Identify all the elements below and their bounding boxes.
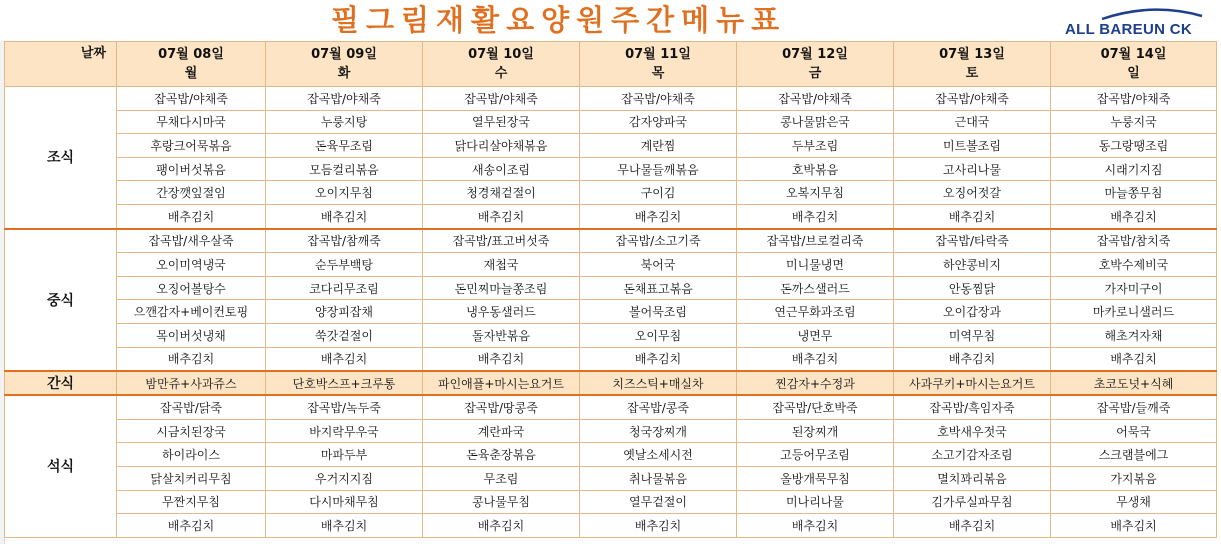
day-weekday: 일 [1127,66,1140,81]
menu-cell[interactable]: 감자양파국 [580,110,737,134]
menu-cell[interactable]: 올방개묵무침 [737,466,894,490]
lunch-label: 중식 [5,229,117,372]
menu-cell[interactable]: 미트볼조림 [894,134,1051,158]
menu-cell[interactable]: 잡곡밥/타락죽 [894,229,1051,253]
menu-cell[interactable]: 배추김치 [266,204,423,228]
menu-cell[interactable]: 잡곡밥/땅콩죽 [423,395,580,419]
menu-cell[interactable]: 청국장찌개 [580,419,737,443]
day-date: 07월 13일 [939,47,1005,62]
breakfast-row [5,134,1217,158]
menu-cell[interactable]: 닭살치커리무침 [117,466,266,490]
dinner-row [5,395,1217,419]
menu-cell[interactable]: 된장찌개 [737,419,894,443]
menu-cell[interactable]: 두부조림 [737,134,894,158]
day-date: 07월 14일 [1100,47,1167,62]
menu-cell[interactable]: 고등어무조림 [737,443,894,467]
menu-cell[interactable]: 근대국 [894,110,1051,134]
menu-cell[interactable]: 잡곡밥/야채죽 [266,87,423,111]
menu-cell[interactable]: 콩나물맑은국 [737,110,894,134]
menu-cell[interactable]: 배추김치 [737,514,894,538]
day-weekday: 화 [337,66,351,81]
menu-cell[interactable]: 배추김치 [894,347,1051,371]
day-date: 07월 09일 [311,47,377,62]
menu-cell[interactable]: 잡곡밥/참치죽 [1051,229,1217,253]
menu-cell[interactable]: 멸치꽈리볶음 [894,466,1051,490]
menu-cell[interactable]: 연근무화과조림 [737,300,894,324]
menu-cell[interactable]: 배추김치 [894,204,1051,228]
menu-cell[interactable]: 잡곡밥/녹두죽 [266,395,423,419]
menu-cell[interactable]: 배추김치 [580,514,737,538]
menu-cell[interactable]: 볼어묵조림 [580,300,737,324]
menu-cell[interactable]: 배추김치 [117,514,266,538]
menu-cell[interactable]: 모듬컬리볶음 [266,157,423,181]
breakfast-row [5,181,1217,205]
menu-cell[interactable]: 잡곡밥/닭죽 [117,395,266,419]
menu-cell[interactable]: 마늘쫑무침 [1051,181,1217,205]
menu-cell[interactable]: 냉면무 [737,323,894,347]
menu-cell[interactable]: 배추김치 [266,347,423,371]
snack-section [5,371,1217,395]
menu-cell[interactable]: 파인애플+마시는요거트 [423,371,580,395]
menu-cell[interactable]: 밤만쥬+사과쥬스 [117,371,266,395]
menu-cell[interactable]: 오이갑장과 [894,300,1051,324]
menu-cell[interactable]: 새송이조림 [423,157,580,181]
menu-cell[interactable]: 배추김치 [580,347,737,371]
menu-cell[interactable]: 배추김치 [737,347,894,371]
breakfast-section [5,87,1217,229]
menu-cell[interactable]: 돈민찌마늘쫑조림 [423,276,580,300]
breakfast-row [5,157,1217,181]
menu-cell[interactable]: 무나물들깨볶음 [580,157,737,181]
menu-cell[interactable]: 호박수제비국 [1051,253,1217,277]
breakfast-row [5,110,1217,134]
day-header-4[interactable] [580,42,737,87]
menu-cell[interactable]: 옛날소세시전 [580,443,737,467]
menu-cell[interactable]: 배추김치 [737,204,894,228]
menu-cell[interactable]: 마카로니샐러드 [1051,300,1217,324]
menu-cell[interactable]: 마파두부 [266,443,423,467]
menu-cell[interactable]: 오복지무침 [737,181,894,205]
menu-cell[interactable]: 배추김치 [117,347,266,371]
menu-cell[interactable]: 으깬감자+베이컨토핑 [117,300,266,324]
day-weekday: 수 [494,66,508,81]
menu-cell[interactable]: 호박볶음 [737,157,894,181]
day-weekday: 월 [184,66,198,81]
company-logo [1062,6,1214,40]
day-header-5[interactable] [737,42,894,87]
menu-cell[interactable]: 돈육무조림 [266,134,423,158]
breakfast-label: 조식 [5,87,117,229]
menu-cell[interactable]: 시금치된장국 [117,419,266,443]
menu-cell[interactable]: 잡곡밥/표고버섯죽 [423,229,580,253]
menu-cell[interactable]: 팽이버섯볶음 [117,157,266,181]
menu-cell[interactable]: 미역무침 [894,323,1051,347]
date-header-row [5,42,1217,87]
snack-row [5,371,1217,395]
breakfast-row [5,204,1217,228]
day-date: 07월 10일 [468,47,534,62]
menu-cell[interactable]: 돈육춘장볶음 [423,443,580,467]
menu-cell[interactable]: 잡곡밥/새우살죽 [117,229,266,253]
menu-cell[interactable]: 재첩국 [423,253,580,277]
menu-cell[interactable]: 하이라이스 [117,443,266,467]
lunch-row [5,229,1217,253]
menu-cell[interactable]: 오징어볼탕수 [117,276,266,300]
day-date: 07월 11일 [625,47,691,62]
menu-cell[interactable]: 잡곡밥/소고기죽 [580,229,737,253]
menu-cell[interactable]: 잡곡밥/콩죽 [580,395,737,419]
dinner-row [5,466,1217,490]
day-header-7[interactable] [1051,42,1217,87]
menu-cell[interactable]: 돈채표고볶음 [580,276,737,300]
menu-cell[interactable]: 호박새우젓국 [894,419,1051,443]
day-header-1[interactable] [117,42,266,87]
menu-cell[interactable]: 무생채 [1051,490,1217,514]
menu-cell[interactable]: 안동찜닭 [894,276,1051,300]
dinner-section [5,395,1217,537]
menu-cell[interactable]: 다시마채무침 [266,490,423,514]
lunch-section [5,229,1217,372]
breakfast-row [5,87,1217,111]
menu-cell[interactable]: 쑥갓겉절이 [266,323,423,347]
menu-cell[interactable]: 무짠지무침 [117,490,266,514]
lunch-row [5,347,1217,371]
dinner-row [5,490,1217,514]
menu-cell[interactable]: 잡곡밥/참깨죽 [266,229,423,253]
menu-cell[interactable]: 소고기감자조림 [894,443,1051,467]
dinner-label: 석식 [5,395,117,537]
day-weekday: 목 [651,66,665,81]
menu-cell[interactable]: 우거지지짐 [266,466,423,490]
menu-cell[interactable]: 어묵국 [1051,419,1217,443]
menu-cell[interactable]: 잡곡밥/브로컬리죽 [737,229,894,253]
menu-cell[interactable]: 북어국 [580,253,737,277]
menu-cell[interactable]: 배추김치 [266,514,423,538]
menu-cell[interactable]: 돈까스샐러드 [737,276,894,300]
menu-cell[interactable]: 치즈스틱+매실차 [580,371,737,395]
menu-cell[interactable]: 배추김치 [117,204,266,228]
menu-cell[interactable]: 잡곡밥/야채죽 [423,87,580,111]
menu-cell[interactable]: 잡곡밥/들깨죽 [1051,395,1217,419]
logo-text: ALL BAREUN CK [1065,21,1192,38]
menu-cell[interactable]: 돌자반볶음 [423,323,580,347]
day-header-3[interactable] [423,42,580,87]
menu-cell[interactable]: 미니물냉면 [737,253,894,277]
menu-cell[interactable]: 냉우동샐러드 [423,300,580,324]
dinner-row [5,514,1217,538]
menu-cell[interactable]: 목이버섯냉채 [117,323,266,347]
menu-cell[interactable]: 닭다리살야채볶음 [423,134,580,158]
menu-cell[interactable]: 누룽지탕 [266,110,423,134]
day-header-2[interactable] [266,42,423,87]
menu-cell[interactable]: 시래기지짐 [1051,157,1217,181]
menu-cell[interactable]: 초코도넛+식혜 [1051,371,1217,395]
lunch-row [5,276,1217,300]
menu-cell[interactable]: 누룽지국 [1051,110,1217,134]
day-weekday: 토 [965,66,979,81]
menu-cell[interactable]: 무채다시마국 [117,110,266,134]
menu-cell[interactable]: 무조림 [423,466,580,490]
menu-cell[interactable]: 후랑크어묵볶음 [117,134,266,158]
menu-cell[interactable]: 동그랑땡조림 [1051,134,1217,158]
menu-cell[interactable]: 바지락무우국 [266,419,423,443]
menu-cell[interactable]: 간장깻잎절임 [117,181,266,205]
menu-cell[interactable]: 스크램블에그 [1051,443,1217,467]
day-weekday: 금 [808,66,822,81]
menu-cell[interactable]: 잡곡밥/단호박죽 [737,395,894,419]
menu-cell[interactable]: 잡곡밥/흑임자죽 [894,395,1051,419]
menu-cell[interactable]: 배추김치 [423,204,580,228]
day-date: 07월 12일 [782,47,848,62]
menu-cell[interactable]: 계란파국 [423,419,580,443]
day-header-6[interactable] [894,42,1051,87]
menu-cell[interactable]: 배추김치 [423,514,580,538]
menu-cell[interactable]: 고사리나물 [894,157,1051,181]
lunch-row [5,300,1217,324]
menu-cell[interactable]: 가자미구이 [1051,276,1217,300]
menu-cell[interactable]: 열무된장국 [423,110,580,134]
menu-cell[interactable]: 구이김 [580,181,737,205]
lunch-row [5,323,1217,347]
menu-cell[interactable]: 가지볶음 [1051,466,1217,490]
menu-cell[interactable]: 잡곡밥/야채죽 [580,87,737,111]
menu-cell[interactable]: 배추김치 [423,347,580,371]
menu-cell[interactable]: 콩나물무침 [423,490,580,514]
menu-cell[interactable]: 오이미역냉국 [117,253,266,277]
lunch-row [5,253,1217,277]
title-area [0,0,1221,42]
menu-cell[interactable]: 잡곡밥/야채죽 [117,87,266,111]
menu-cell[interactable]: 순두부백탕 [266,253,423,277]
menu-cell[interactable]: 잡곡밥/야채죽 [1051,87,1217,111]
menu-cell[interactable]: 찐감자+수정과 [737,371,894,395]
menu-cell[interactable]: 배추김치 [1051,514,1217,538]
page-title: 필그림재활요양원주간메뉴표 [331,3,787,37]
menu-cell[interactable]: 계란찜 [580,134,737,158]
menu-cell[interactable]: 사과쿠키+마시는요거트 [894,371,1051,395]
snack-label: 간식 [5,371,117,395]
dinner-row [5,419,1217,443]
weekly-menu-table [4,41,1217,538]
menu-cell[interactable]: 코다리무조림 [266,276,423,300]
menu-cell[interactable]: 배추김치 [1051,204,1217,228]
menu-cell[interactable]: 오이무침 [580,323,737,347]
menu-cell[interactable]: 오징어젓갈 [894,181,1051,205]
menu-cell[interactable]: 배추김치 [580,204,737,228]
menu-cell[interactable]: 배추김치 [894,514,1051,538]
corner-label: 날짜 [5,42,117,87]
menu-cell[interactable]: 단호박스프+크루통 [266,371,423,395]
menu-cell[interactable]: 해초겨자채 [1051,323,1217,347]
menu-cell[interactable]: 잡곡밥/야채죽 [894,87,1051,111]
menu-cell[interactable]: 김가루실파무침 [894,490,1051,514]
day-date: 07월 08일 [158,47,224,62]
menu-cell[interactable]: 잡곡밥/야채죽 [737,87,894,111]
menu-cell[interactable]: 취나물볶음 [580,466,737,490]
menu-cell[interactable]: 미나리나물 [737,490,894,514]
menu-cell[interactable]: 하얀콩비지 [894,253,1051,277]
menu-cell[interactable]: 열무겉절이 [580,490,737,514]
menu-cell[interactable]: 양장피잡채 [266,300,423,324]
menu-cell[interactable]: 청경채겉절이 [423,181,580,205]
menu-cell[interactable]: 오이지무침 [266,181,423,205]
menu-cell[interactable]: 배추김치 [1051,347,1217,371]
dinner-row [5,443,1217,467]
